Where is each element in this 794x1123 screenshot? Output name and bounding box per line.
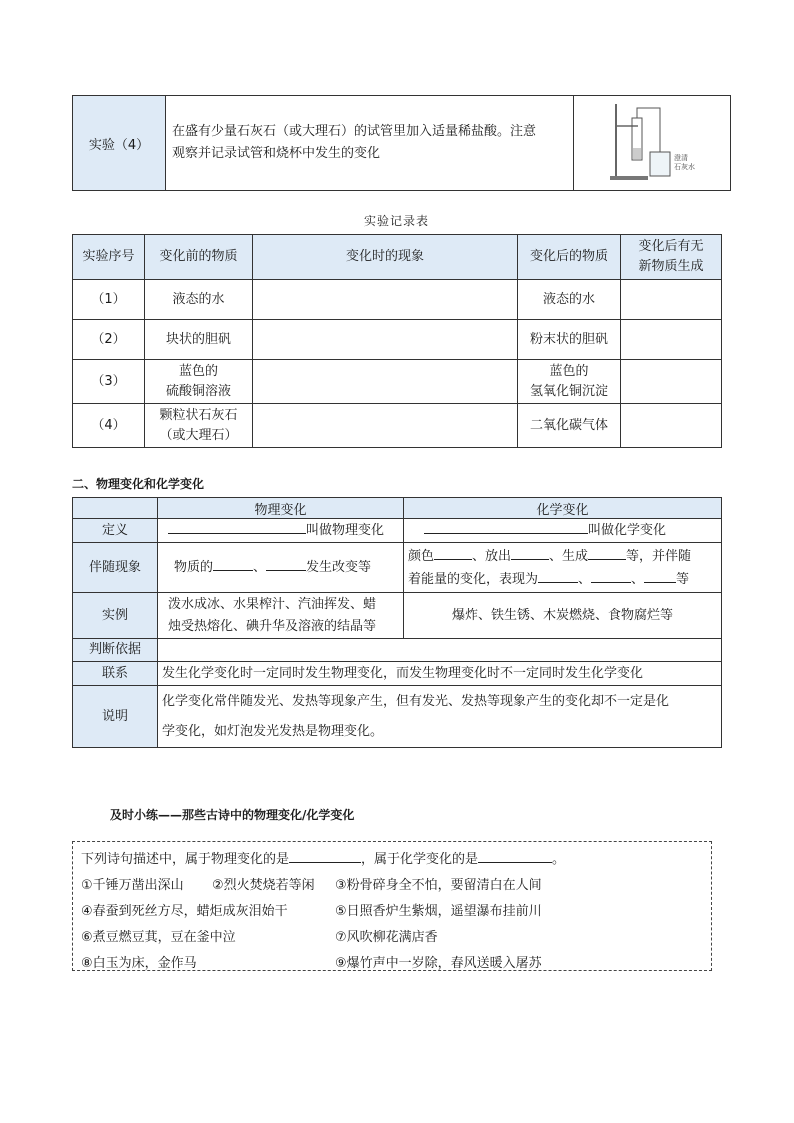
row-new-substance-blank[interactable] [621, 320, 722, 360]
row-label-definition: 定义 [73, 519, 158, 543]
row-label-examples: 实例 [73, 593, 158, 639]
row-after: 蓝色的 氢氧化铜沉淀 [518, 360, 621, 404]
row-label-relation: 联系 [73, 662, 158, 686]
practice-title: 及时小练——那些古诗中的物理变化/化学变化 [110, 808, 355, 822]
fill-blank[interactable] [424, 519, 588, 534]
fill-blank[interactable] [434, 545, 472, 560]
row-label-note: 说明 [73, 686, 158, 748]
poem-item: ②烈火焚烧若等闲 [212, 878, 315, 893]
header-phenomenon: 变化时的现象 [253, 235, 518, 280]
record-table-title: 实验记录表 [363, 214, 429, 228]
row-after: 二氧化碳气体 [518, 404, 621, 448]
practice-box [72, 841, 712, 971]
row-phenomenon-blank[interactable] [253, 404, 518, 448]
header-serial: 实验序号 [73, 235, 145, 280]
examples-chemical: 爆炸、铁生锈、木炭燃烧、食物腐烂等 [404, 593, 722, 639]
definition-physical: 叫做物理变化 [158, 519, 404, 543]
row-label-phenomena: 伴随现象 [73, 543, 158, 593]
row-serial: （1） [73, 280, 145, 320]
table-row [73, 360, 722, 404]
apparatus-diagram [574, 96, 730, 186]
row-before: 块状的胆矾 [145, 320, 253, 360]
poem-row [81, 925, 703, 951]
poem-item: ③粉骨碎身全不怕，要留清白在人间 [335, 878, 542, 893]
poem-item: ⑨爆竹声中一岁除，春风送暖入屠苏 [335, 956, 542, 971]
row-before: 液态的水 [145, 280, 253, 320]
poem-item: ⑥煮豆燃豆萁，豆在釜中泣 [81, 930, 236, 945]
fill-blank[interactable] [591, 568, 631, 583]
physical-chemical-comparison-table [72, 497, 722, 748]
fill-blank[interactable] [588, 545, 626, 560]
row-serial: （2） [73, 320, 145, 360]
section-2-heading: 二、物理变化和化学变化 [72, 477, 205, 491]
header-before: 变化前的物质 [145, 235, 253, 280]
phenomena-physical: 物质的 、 发生改变等 [158, 543, 404, 593]
fill-blank[interactable] [289, 848, 361, 863]
poem-item: ④春蚕到死丝方尽，蜡炬成灰泪始干 [81, 904, 288, 919]
diagram-label-clear: 澄清 [674, 154, 688, 162]
table-row [73, 404, 722, 448]
row-serial: （4） [73, 404, 145, 448]
fill-blank[interactable] [213, 556, 253, 571]
poem-item: ⑤日照香炉生紫烟，遥望瀑布挂前川 [335, 904, 542, 919]
header-new-substance-line2: 新物质生成 [638, 259, 704, 274]
examples-physical: 泼水成冰、水果榨汁、汽油挥发、蜡 烛受热熔化、碘升华及溶液的结晶等 [158, 593, 404, 639]
row-label-basis: 判断依据 [73, 639, 158, 662]
poem-item: ①千锤万凿出深山 [81, 878, 184, 893]
phenomena-chemical: 颜色 、放出 、生成 等，并伴随 着能量的变化，表现为 、 、 等 [404, 543, 722, 593]
apparatus-diagram-cell [574, 96, 731, 191]
definition-chemical: 叫做化学变化 [404, 519, 722, 543]
fill-blank[interactable] [511, 545, 549, 560]
fill-blank[interactable] [644, 568, 676, 583]
diagram-label-limewater: 石灰水 [674, 163, 695, 171]
header-chemical: 化学变化 [404, 498, 722, 519]
table-row [73, 280, 722, 320]
basis-blank[interactable] [158, 639, 722, 662]
header-new-substance-line1: 变化后有无 [638, 239, 704, 254]
poem-item: ⑦风吹柳花满店香 [335, 930, 438, 945]
row-phenomenon-blank[interactable] [253, 360, 518, 404]
experiment-4-label: 实验（4） [73, 96, 166, 191]
row-after: 粉末状的胆矾 [518, 320, 621, 360]
row-after: 液态的水 [518, 280, 621, 320]
row-new-substance-blank[interactable] [621, 404, 722, 448]
experiment-4-text-line1: 在盛有少量石灰石（或大理石）的试管里加入适量稀盐酸。注意 [172, 124, 537, 139]
table-row [73, 320, 722, 360]
fill-blank[interactable] [168, 519, 306, 534]
row-phenomenon-blank[interactable] [253, 280, 518, 320]
poem-row [81, 899, 703, 925]
header-new-substance [621, 235, 722, 280]
row-new-substance-blank[interactable] [621, 360, 722, 404]
poem-row [81, 951, 703, 977]
fill-blank[interactable] [266, 556, 306, 571]
header-empty [73, 498, 158, 519]
poem-item: ⑧白玉为床，金作马 [81, 956, 197, 971]
relation-text: 发生化学变化时一定同时发生物理变化，而发生物理变化时不一定同时发生化学变化 [158, 662, 722, 686]
experiment-4-text-line2: 观察并记录试管和烧杯中发生的变化 [172, 146, 381, 161]
note-text: 化学变化常伴随发光、发热等现象产生，但有发光、发热等现象产生的变化却不一定是化 学变化，如灯泡发光发热是物理变化。 [158, 686, 722, 748]
row-serial: （3） [73, 360, 145, 404]
practice-question: 下列诗句描述中，属于物理变化的是 ，属于化学变化的是 。 [81, 847, 703, 873]
header-after: 变化后的物质 [518, 235, 621, 280]
row-before: 颗粒状石灰石 （或大理石） [145, 404, 253, 448]
experiment-record-table [72, 234, 722, 448]
header-physical: 物理变化 [158, 498, 404, 519]
poem-row [81, 873, 703, 899]
experiment-4-description [166, 96, 574, 191]
row-before: 蓝色的 硫酸铜溶液 [145, 360, 253, 404]
row-phenomenon-blank[interactable] [253, 320, 518, 360]
fill-blank[interactable] [478, 848, 552, 863]
experiment-4-table [72, 95, 731, 191]
row-new-substance-blank[interactable] [621, 280, 722, 320]
fill-blank[interactable] [538, 568, 578, 583]
